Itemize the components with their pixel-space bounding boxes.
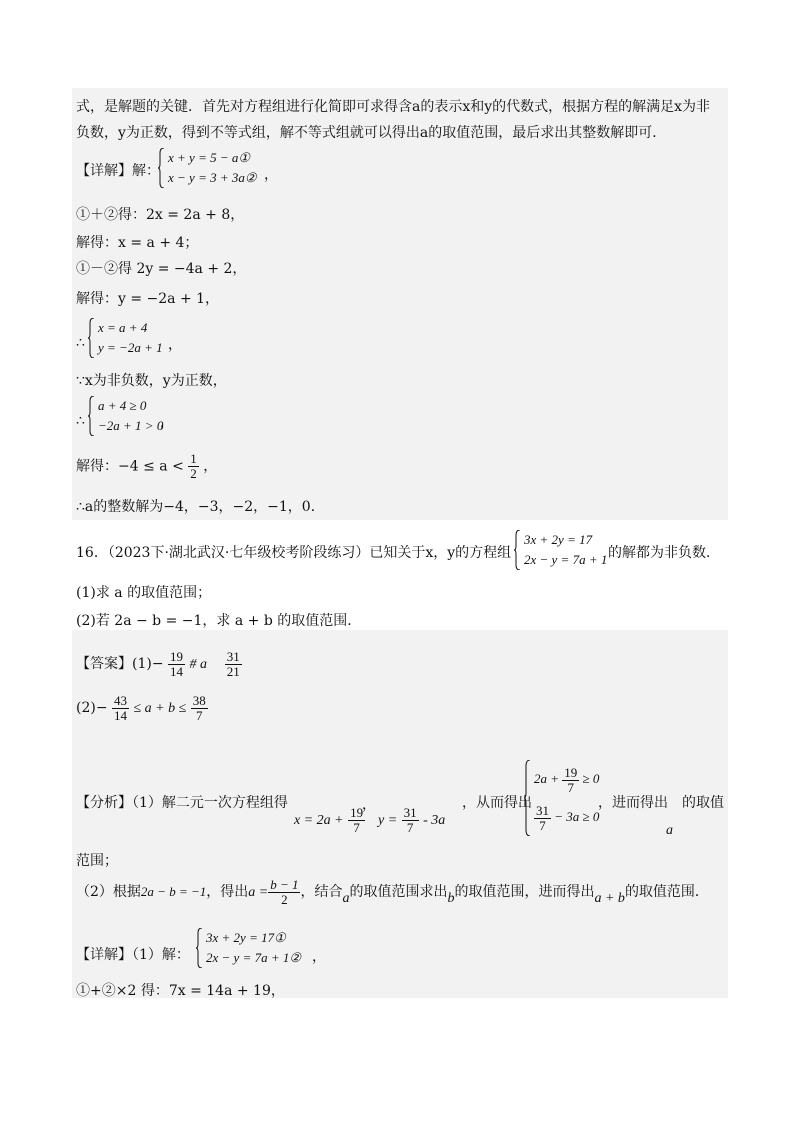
fraction-half (188, 452, 199, 481)
step-2: 解得：x = a + 4； (76, 235, 199, 251)
step-6-pre: 解得：−4 ≤ a < (76, 458, 184, 475)
answer-part-2 (76, 688, 208, 729)
ineq-1-fraction (562, 766, 579, 795)
ineq-1-pre: 2a + (534, 771, 560, 786)
fraction-num: 19 (170, 648, 184, 664)
fraction-num: 43 (114, 692, 128, 708)
step-6-post: ， (203, 458, 218, 475)
fraction-num: 31 (403, 804, 417, 820)
brace-icon (88, 396, 94, 436)
inequality-2 (534, 800, 599, 834)
answer-fraction-1 (168, 650, 185, 679)
detail-2-step-1: ①+②×2 得：7x = 14a + 19， (76, 983, 285, 999)
p2-rest-3: 的取值范围，进而得出 (454, 884, 595, 900)
x-expr-pre: x = 2a + (294, 813, 344, 828)
p2-rest-2: 的取值范围求出 (349, 884, 448, 900)
brace-icon (514, 530, 520, 570)
answer-fraction-2 (225, 650, 242, 679)
brace-icon (158, 148, 164, 188)
p2-var-b: b (447, 891, 455, 906)
detail-2-system (196, 928, 316, 968)
ineq-1-post: ≥ 0 (582, 771, 600, 786)
answer-fraction-4 (191, 694, 208, 723)
ineq-2-fraction (534, 804, 551, 833)
answer-part-1 (76, 644, 242, 685)
question-16-tail: 的解都为非负数． (608, 545, 720, 561)
analysis-comma: ， (362, 797, 376, 813)
fraction-den: 21 (226, 663, 240, 679)
fraction-den: 14 (114, 707, 128, 723)
p2-fraction (268, 878, 300, 907)
y-expr-post: - 3a (423, 813, 446, 828)
step-1: ①＋②得：2x = 2a + 8， (76, 207, 245, 223)
p2-a: a = (248, 885, 269, 900)
system-2-prefix: ∴ (76, 335, 85, 351)
fraction-den: 2 (190, 466, 197, 481)
analysis-label: 【分析】（1）解二元一次方程组得 (76, 795, 288, 811)
p2-mid: ，得出 (206, 884, 249, 900)
step-6 (76, 452, 217, 481)
detail-2-eq-2: 2x − y = 7a + 1② (206, 950, 302, 965)
system-3-prefix: ∴ (76, 413, 85, 429)
equation-system-1 (158, 148, 268, 188)
question-16-head: 16．（2023下·湖北武汉·七年级校考阶段练习）已知关于x，y的方程组 (76, 545, 512, 561)
question-16-part-1: (1)求 a 的取值范围； (76, 585, 212, 601)
intro-line-1: 式，是解题的关键．首先对方程组进行化简即可求得含a的表示x和y的代数式，根据方程的解满足x为非 (76, 99, 711, 115)
answer-label: 【答案】(1)− (76, 656, 164, 672)
intro-line-2: 负数，y为正数，得到不等式组，解不等式组就可以得出a的取值范围，最后求出其整数解即可． (76, 125, 667, 141)
analysis-line-2: 范围； (76, 853, 118, 869)
analysis-mid: ，从而得出 (462, 795, 532, 811)
y-expr-pre: y = (378, 813, 398, 828)
analysis-x-expr (294, 800, 365, 841)
p2-var-a: a (342, 891, 350, 906)
fraction-num: b − 1 (270, 876, 299, 892)
detail-2-label: 【详解】（1）解： (76, 947, 190, 963)
fraction-den: 2 (268, 892, 300, 907)
question-16-part-2: (2)若 2a − b = −1，求 a + b 的取值范围． (76, 613, 362, 629)
question-16-eq-1: 3x + 2y = 17 (524, 532, 593, 547)
answer-2-pre: (2)− (76, 700, 108, 716)
answer-fraction-3 (112, 694, 129, 723)
system-2-eq-2: y = −2a + 1 (98, 340, 163, 355)
detail-2-trail: ， (312, 949, 326, 965)
fraction-num: 19 (564, 764, 578, 780)
p2-ab: a + b (594, 891, 625, 906)
y-fraction (402, 806, 419, 835)
p2-rest: ，结合 (300, 884, 343, 900)
inequality-1 (534, 762, 599, 796)
fraction-den: 7 (191, 708, 208, 723)
fraction-den: 7 (348, 820, 365, 835)
fraction-num: 19 (350, 804, 364, 820)
answer-2-mid: ≤ a + b ≤ (133, 701, 187, 716)
question-16-eq-2: 2x − y = 7a + 1 (524, 552, 608, 567)
system-3-eq-1: a + 4 ≥ 0 (98, 398, 147, 413)
step-3: ①－②得 2y = −4a + 2， (76, 261, 247, 277)
answer-mid: # a (189, 657, 207, 672)
fraction-num: 1 (190, 451, 197, 466)
fraction-den: 7 (562, 780, 579, 795)
detail-label: 【详解】解： (76, 163, 160, 179)
system-2-eq-1: x = a + 4 (98, 320, 148, 335)
fraction-num: 31 (536, 802, 549, 818)
analysis-part-2 (76, 870, 709, 921)
fraction-num: 31 (226, 648, 240, 664)
fraction-num: 38 (192, 692, 206, 708)
p2-eq: 2a − b = −1 (140, 884, 207, 899)
brace-icon (524, 760, 530, 836)
brace-icon (88, 318, 94, 358)
system-2-trail: ， (168, 337, 182, 353)
analysis-tail: ，进而得出 的取值 (598, 795, 724, 811)
system-3-trail: ， (160, 415, 174, 431)
analysis-a-under: a (666, 823, 673, 838)
fraction-den: 14 (170, 663, 184, 679)
p2-pre: （2）根据 (76, 884, 141, 900)
step-4: 解得：y = −2a + 1， (76, 291, 220, 307)
detail-2-eq-1: 3x + 2y = 17① (206, 930, 286, 945)
system-1-eq-1: x + y = 5 − a① (168, 150, 251, 165)
system-1-eq-2: x − y = 3 + 3a② (168, 170, 257, 185)
brace-icon (196, 928, 202, 968)
p2-end: 的取值范围． (624, 884, 709, 900)
analysis-y-expr (378, 800, 445, 841)
system-1-trail: ， (264, 167, 278, 183)
step-5: ∵x为非负数，y为正数， (76, 373, 227, 389)
fraction-den: 7 (534, 818, 551, 833)
step-7: ∴a的整数解为−4，−3，−2，−1，0． (76, 499, 325, 515)
ineq-2-post: − 3a ≥ 0 (554, 809, 600, 824)
system-3-eq-2: −2a + 1 > 0 (98, 418, 164, 433)
fraction-den: 7 (402, 820, 419, 835)
